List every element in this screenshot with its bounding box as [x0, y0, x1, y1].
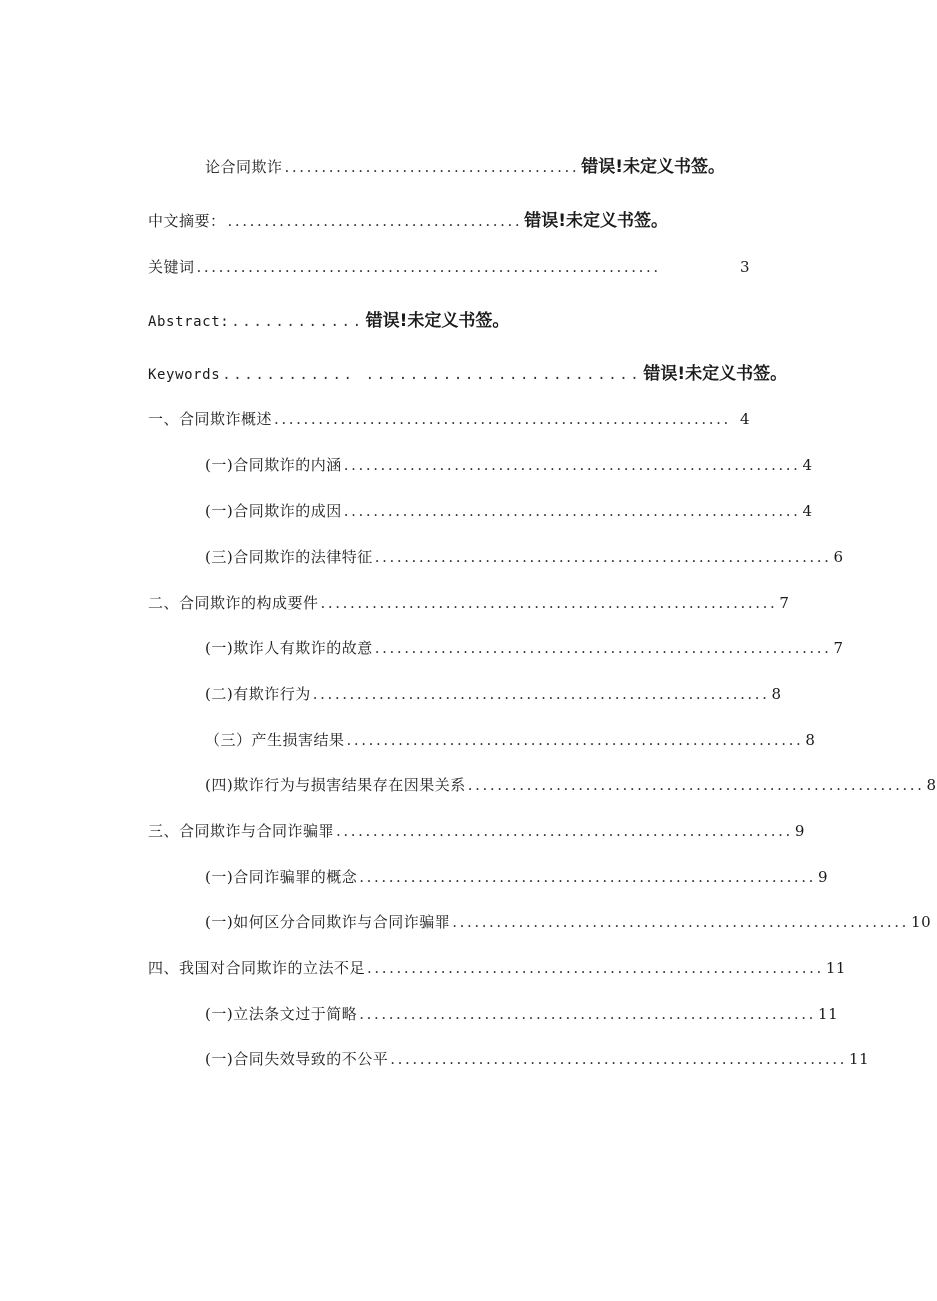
toc-entry-title: (二)有欺诈行为 [205, 685, 311, 703]
toc-leader: .............................................................. [312, 685, 770, 703]
toc-entry-title: Abstract: [148, 314, 230, 330]
toc-entry[interactable] [205, 454, 813, 480]
toc-entry-title: 一、合同欺诈概述 [148, 410, 273, 428]
toc-entry-title: 论合同欺诈 [205, 158, 283, 176]
toc-entry[interactable] [148, 820, 805, 846]
toc-entry[interactable] [148, 206, 668, 232]
toc-entry[interactable] [148, 957, 846, 983]
toc-entry-title: 关键词 [148, 258, 195, 276]
toc-leader: .............................................................. [343, 502, 801, 520]
toc-entry[interactable] [205, 637, 844, 663]
toc-entry-page: 错误!未定义书签。 [581, 157, 726, 177]
toc-entry-page: 9 [794, 822, 805, 840]
toc-entry-page: 7 [779, 594, 790, 612]
toc-entry-page: 8 [805, 731, 816, 749]
toc-entry[interactable] [148, 256, 750, 282]
toc-entry[interactable] [205, 774, 937, 800]
toc-leader: .............................................................. [359, 1005, 817, 1023]
toc-entry-page: 9 [818, 868, 829, 886]
toc-entry-title: (四)欺诈行为与损害结果存在因果关系 [205, 776, 466, 794]
toc-entry[interactable] [205, 729, 816, 755]
toc-entry-page: 6 [833, 548, 844, 566]
toc-entry-page: 4 [802, 502, 813, 520]
toc-entry[interactable] [205, 683, 782, 709]
toc-entry-page: 8 [926, 776, 937, 794]
toc-entry[interactable] [148, 306, 509, 332]
toc-leader: ........................................ [284, 158, 580, 176]
toc-leader: ............ [231, 314, 364, 330]
toc-entry[interactable] [205, 500, 813, 526]
toc-leader: .............................................................. [336, 822, 793, 840]
toc-entry-page: 8 [771, 685, 782, 703]
toc-leader: .............................................................. [374, 548, 832, 566]
toc-entry-title: 二、合同欺诈的构成要件 [148, 594, 319, 612]
toc-entry-title: （三）产生损害结果 [205, 731, 345, 749]
toc-entry[interactable] [205, 1048, 870, 1074]
toc-entry-title: 四、我国对合同欺诈的立法不足 [148, 959, 366, 977]
toc-entry-page: 10 [911, 913, 932, 931]
toc-leader: ............ ......................... [222, 367, 642, 383]
toc-entry-title: Keywords [148, 367, 221, 383]
toc-entry-title: (一)立法条文过于简略 [205, 1005, 358, 1023]
toc-entry-page: 错误!未定义书签。 [643, 364, 788, 384]
toc-entry-title: 三、合同欺诈与合同诈骗罪 [148, 822, 335, 840]
toc-entry[interactable] [205, 152, 725, 178]
toc-leader: .............................................................. [346, 731, 804, 749]
toc-entry[interactable] [205, 911, 932, 937]
toc-leader: .............................................................. [390, 1050, 848, 1068]
toc-entry-title: (一)合同失效导致的不公平 [205, 1050, 389, 1068]
toc-entry-title: (一)合同欺诈的内涵 [205, 456, 342, 474]
toc-entry-page: 7 [833, 639, 844, 657]
toc-entry-page: 11 [818, 1005, 839, 1023]
toc-entry[interactable] [148, 408, 750, 434]
toc-entry-title: (三)合同欺诈的法律特征 [205, 548, 373, 566]
toc-entry[interactable] [148, 359, 787, 385]
toc-entry[interactable] [205, 546, 844, 572]
toc-leader: .............................................................. [320, 594, 778, 612]
toc-entry[interactable] [205, 1003, 839, 1029]
toc-leader: .............................................................. [343, 456, 801, 474]
toc-entry-page: 4 [802, 456, 813, 474]
toc-leader: .............................................................. [367, 959, 824, 977]
toc-entry-title: (一)合同欺诈的成因 [205, 502, 342, 520]
toc-entry-page: 11 [825, 959, 846, 977]
toc-leader: .............................................................. [452, 913, 910, 931]
toc-entry-page: 4 [739, 410, 750, 428]
toc-leader: ............................................................... [196, 258, 661, 276]
toc-leader: .............................................................. [359, 868, 817, 886]
toc-entry-page: 错误!未定义书签。 [524, 211, 669, 231]
toc-entry[interactable] [205, 866, 829, 892]
toc-entry-title: (一)如何区分合同欺诈与合同诈骗罪 [205, 913, 451, 931]
toc-entry-title: (一)合同诈骗罪的概念 [205, 868, 358, 886]
toc-entry-page: 3 [739, 258, 750, 276]
toc-leader: ........................................ [227, 212, 523, 230]
toc-entry-page: 错误!未定义书签。 [365, 311, 510, 331]
toc-leader: .............................................................. [274, 410, 731, 428]
toc-entry[interactable] [148, 592, 790, 618]
toc-leader: .............................................................. [374, 639, 832, 657]
toc-leader: .............................................................. [467, 776, 925, 794]
toc-entry-title: 中文摘要： [148, 212, 226, 230]
toc-entry-page: 11 [849, 1050, 870, 1068]
toc-entry-title: (一)欺诈人有欺诈的故意 [205, 639, 373, 657]
